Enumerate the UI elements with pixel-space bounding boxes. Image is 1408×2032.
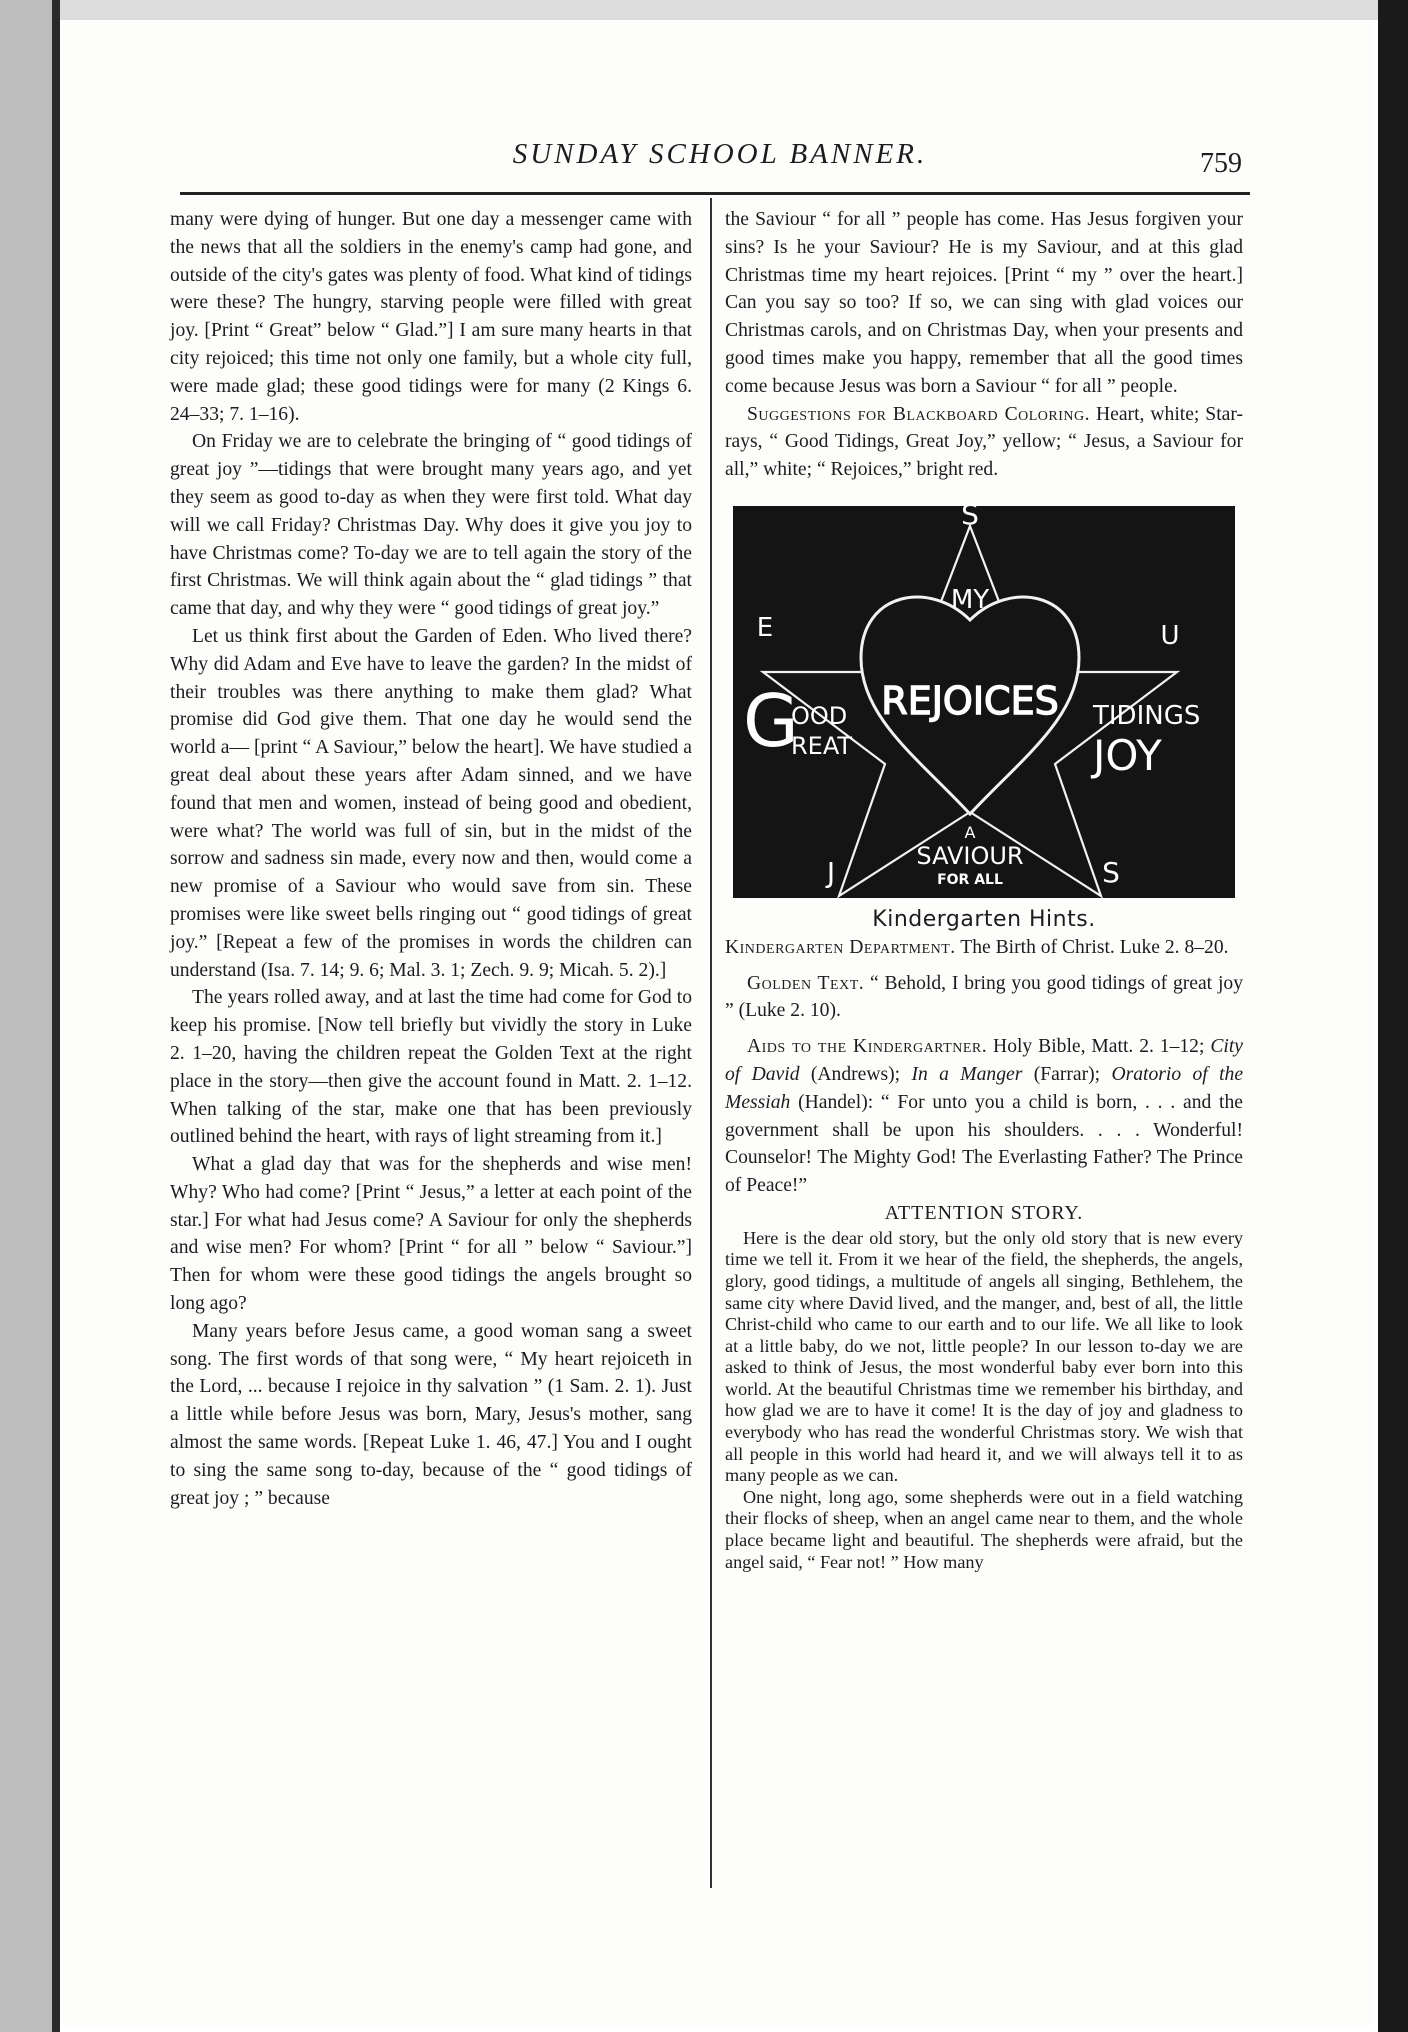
heart-word: REJOICES (881, 678, 1059, 723)
page-number: 759 (1200, 148, 1242, 179)
left-big-letter: G (743, 678, 799, 763)
aids-text-4: (Handel): “ For unto you a child is born, . . . and the government shall be upon his shoulders. . . . Wonderful! Counselor! The Mighty God! The Everlasting Father? The Prince of Peace!” (725, 1091, 1243, 1197)
aids-text-3: (Farrar); (1022, 1063, 1112, 1085)
scan-margin-right (1378, 0, 1408, 2032)
left-column (170, 206, 692, 1512)
star-letter-bottom-left: J (826, 855, 836, 889)
blackboard-illustration (725, 498, 1243, 906)
star-letter-top: S (961, 497, 979, 531)
left-word-good: OOD (791, 701, 848, 730)
suggestions-text: Heart, white; Star-rays, “ Good Tidings, Great Joy,” yellow; “ Jesus, a Saviour for all,” white; “ Rejoices,” bright red. (725, 403, 1243, 481)
scan-margin-top (60, 0, 1408, 20)
left-paragraph-4: The years rolled away, and at last the time had come for God to keep his promise. [Now tell briefly but vividly the story in Luke 2. 1–20, having the children repeat the Golden Text at the right place in the story—then give the account found in Matt. 2. 1–12. When talking of the star, make one that has been previously outlined behind the heart, with rays of light streaming from it.] (170, 987, 692, 1148)
aids-label: Aids to the Kindergartner. (747, 1036, 988, 1058)
left-word-great: REAT (791, 731, 853, 760)
blackboard-svg (725, 498, 1243, 906)
right-word-tidings: TIDINGS (1093, 700, 1201, 731)
aids-oratorio: Oratorio of the Messiah (725, 1063, 1244, 1113)
header-rule (180, 192, 1250, 195)
aids-text-1: Holy Bible, Matt. 2. 1–12; (987, 1036, 1211, 1058)
story-paragraph-2: One night, long ago, some shepherds were out in a field watching their flocks of sheep, when an angel came near to them, and the whole place became light and beautiful. The shepherds were afraid, but the angel said, “ Fear not! ” How many (725, 1486, 1243, 1572)
column-rule (710, 198, 712, 1888)
right-word-joy: JOY (1093, 730, 1162, 780)
scan-binding-edge (52, 0, 60, 2032)
aids-city-of-david: City of David (725, 1036, 1243, 1085)
left-paragraph-5: What a glad day that was for the shepherds and wise men! Why? Who had come? [Print “ Jesus,” a letter at each point of the star.] For what had Jesus come? A Saviour for only the shepherds and wise men? For whom? [Print “ for all ” below “ Saviour.”] Then for whom were these good tidings the angels brought so long ago? (170, 1154, 692, 1315)
left-paragraph-1: many were dying of hunger. But one day a messenger came with the news that all the soldiers in the enemy's camp had gone, and outside of the city's gates was plenty of food. What kind of tidings were these? The hungry, starving people were filled with great joy. [Print “ Great” below “ Glad.”] I am sure many hearts in that city rejoiced; this time not only one family, but a whole city full, were made glad; these good tidings were for many (2 Kings 6. 24–33; 7. 1–16). (170, 209, 692, 425)
scan-margin-left (0, 0, 60, 2032)
left-paragraph-2: On Friday we are to celebrate the bringing of “ good tidings of great joy ”—tidings that were brought many years ago, and yet they seem as good to-day as when they were first told. What day will we call Friday? Christmas Day. Why does it give you joy to have Christmas come? To-day we are to tell again the story of the first Christmas. We will think again about the “ glad tidings ” that came that day, and why they were “ good tidings of great joy.” (170, 431, 692, 620)
star-letter-right: U (1160, 620, 1180, 651)
story-paragraph-1: Here is the dear old story, but the only old story that is new every time we tell it. From it we hear of the field, the shepherds, the angels, glory, good tidings, a multitude of angels all singing, Bethlehem, the same city where David lived, and the manger, and, best of all, the little Christ-child who came to our earth and to our life. We all like to look at a little baby, do we not, little people? In our lesson to-day we are asked to think of Jesus, the most wonderful baby ever born into this world. At the beautiful Christmas time we remember his birthday, and how glad we are to have it come! It is the day of joy and gladness to everybody who has read the wonderful Christmas story. We wish that all people in this world had heard it, and we will always tell it to as many people as we can. (725, 1227, 1243, 1486)
golden-text (725, 970, 1243, 1026)
blackboard-coloring-suggestions (725, 401, 1243, 484)
running-head: SUNDAY SCHOOL BANNER. (512, 138, 928, 170)
aids-text-2: (Andrews); (799, 1063, 912, 1085)
star-letter-bottom-right: S (1102, 855, 1120, 889)
right-column (725, 206, 1243, 1573)
left-paragraph-3: Let us think first about the Garden of Eden. Who lived there? Why did Adam and Eve have to leave the garden? In the midst of their troubles was there anything to make them glad? What promise did God give them. That one day he would send the world a— [print “ A Saviour,” below the heart]. We have studied a great deal about these years after Adam sinned, and we have found that men and women, instead of being good and obedient, were what? The world was full of sin, but in the midst of the sorrow and sadness sin made, every now and then, would come a new promise of a Saviour who would save from sin. These promises were like sweet bells ringing out “ good tidings of great joy.” [Repeat a few of the promises in words the children can understand (Isa. 7. 14; 9. 6; Mal. 3. 1; Zech. 9. 9; Micah. 5. 2).] (170, 625, 692, 981)
bottom-word-a: A (964, 822, 976, 842)
bottom-word-saviour: SAVIOUR (916, 841, 1024, 870)
department-text: The Birth of Christ. Luke 2. 8–20. (955, 936, 1229, 958)
aids-in-a-manger: In a Manger (911, 1063, 1023, 1085)
kindergarten-department (725, 934, 1243, 962)
right-paragraph-1: the Saviour “ for all ” people has come. Has Jesus forgiven your sins? Is he your Saviour? He is my Saviour, and at this glad Christmas time my heart rejoices. [Print “ my ” over the heart.] Can you say so too? If so, we can sing with glad voices our Christmas carols, and on Christmas Day, when your presents and good times make you happy, remember that all the good times come because Jesus was born a Saviour “ for all ” people. (725, 209, 1243, 397)
left-paragraph-6: Many years before Jesus came, a good woman sang a sweet song. The first words of that song were, “ My heart rejoiceth in the Lord, ... because I rejoice in thy salvation ” (1 Sam. 2. 1). Just a little while before Jesus was born, Mary, Jesus's mother, sang almost the same words. [Repeat Luke 1. 46, 47.] You and I ought to sing the same song to-day, because of the “ good tidings of great joy ; ” because (170, 1320, 692, 1509)
star-letter-left: E (756, 612, 774, 643)
attention-story-title: ATTENTION STORY. (884, 1201, 1084, 1224)
suggestions-label: Suggestions for Blackboard Coloring. (747, 403, 1091, 425)
bottom-word-for-all: FOR ALL (937, 871, 1003, 888)
aids-to-kindergartner (725, 1033, 1243, 1200)
golden-text-body: “ Behold, I bring you good tidings of great joy ” (Luke 2. 10). (725, 972, 1243, 1022)
heart-top-word: MY (950, 584, 990, 615)
golden-text-label: Golden Text. (747, 972, 865, 994)
kindergarten-hints-title: Kindergarten Hints. (872, 906, 1096, 932)
attention-story (725, 1228, 1243, 1574)
department-label: Kindergarten Department. (725, 936, 956, 958)
